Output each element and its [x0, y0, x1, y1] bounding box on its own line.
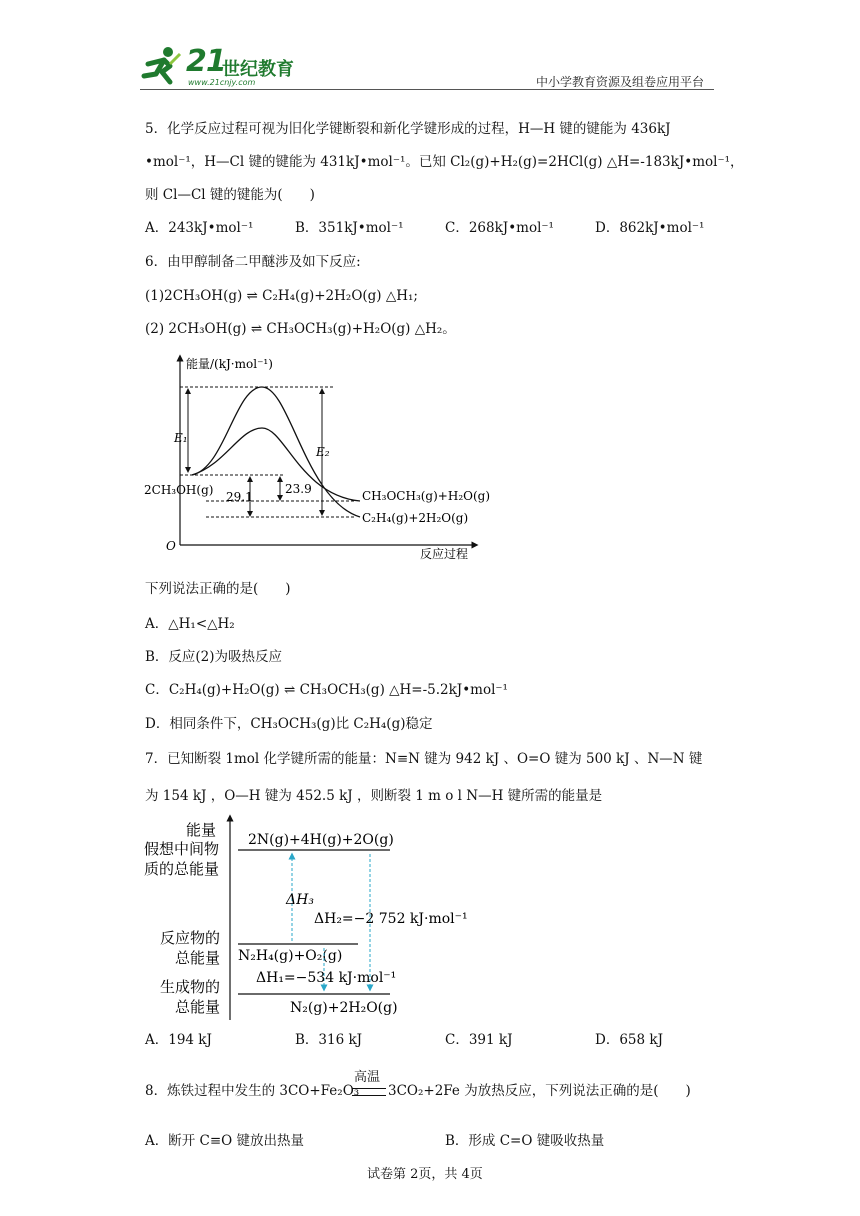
bottom-species: N₂(g)+2H₂O(g) [290, 1000, 398, 1016]
q6-reaction-2: (2) 2CH₃OH(g) ⇌ CH₃OCH₃(g)+H₂O(g) △H₂。 [145, 321, 456, 337]
q7-option-a[interactable]: A．194 kJ [145, 1032, 212, 1048]
label-product-1: 生成物的 [160, 978, 221, 996]
q6-option-c[interactable]: C．C₂H₄(g)+H₂O(g) ⇌ CH₃OCH₃(g) △H=-5.2kJ•mol⁻¹ [145, 682, 508, 698]
label-reactant-2: 总能量 [175, 949, 221, 967]
label-intermediate-2: 质的总能量 [144, 860, 220, 878]
q8-equals-sign [352, 1088, 386, 1096]
q5-line3: 则 Cl—Cl 键的键能为( ) [145, 187, 315, 203]
q5-option-d[interactable]: D．862kJ•mol⁻¹ [595, 220, 705, 236]
q6-reaction-1: (1)2CH₃OH(g) ⇌ C₂H₄(g)+2H₂O(g) △H₁; [145, 288, 418, 304]
dh2-label: ΔH₂=−2 752 kJ·mol⁻¹ [314, 911, 468, 927]
q7-line1: 7．已知断裂 1mol 化学键所需的能量：N≡N 键为 942 kJ 、O=O 键为 500 kJ 、N—N 键 [145, 751, 703, 767]
page-footer: 试卷第 2页，共 4页 [367, 1167, 483, 1182]
label-intermediate-1: 假想中间物 [144, 840, 220, 858]
q8-stem-part1: 8．炼铁过程中发生的 3CO+Fe₂O₃ [145, 1083, 360, 1099]
e2-label: E₂ [316, 445, 330, 459]
top-species: 2N(g)+4H(g)+2O(g) [248, 832, 394, 848]
q5-line1: 5．化学反应过程可视为旧化学键断裂和新化学键形成的过程，H—H 键的键能为 436kJ [145, 121, 671, 137]
curve-reaction-1 [192, 387, 360, 517]
q8-stem-part2: 3CO₂+2Fe 为放热反应，下列说法正确的是( ) [388, 1083, 691, 1099]
q6-option-d[interactable]: D．相同条件下，CH₃OCH₃(g)比 C₂H₄(g)稳定 [145, 716, 433, 732]
curve-reaction-2 [192, 428, 360, 501]
q5-option-c[interactable]: C．268kJ•mol⁻¹ [445, 220, 554, 236]
q6-option-b[interactable]: B．反应(2)为吸热反应 [145, 649, 283, 665]
q7-option-b[interactable]: B．316 kJ [295, 1032, 363, 1048]
q5-option-a[interactable]: A．243kJ•mol⁻¹ [145, 220, 254, 236]
q6-option-a[interactable]: A．△H₁<△H₂ [145, 616, 235, 632]
label-energy: 能量 [186, 821, 217, 839]
q6-stem: 6．由甲醇制备二甲醚涉及如下反应: [145, 254, 361, 270]
dh3-label: ΔH₃ [286, 892, 314, 908]
reactant-label: 2CH₃OH(g) [144, 483, 214, 497]
q5-option-b[interactable]: B．351kJ•mol⁻¹ [295, 220, 404, 236]
platform-title: 中小学教育资源及组卷应用平台 [536, 75, 705, 89]
product1-label: CH₃OCH₃(g)+H₂O(g) [362, 489, 491, 503]
energy-profile-diagram [140, 350, 510, 565]
product2-label: C₂H₄(g)+2H₂O(g) [362, 511, 469, 525]
q5-line2: •mol⁻¹，H—Cl 键的键能为 431kJ•mol⁻¹。已知 Cl₂(g)+H₂(g)=2HCl(g) △H=-183kJ•mol⁻¹， [145, 154, 744, 170]
mid-species: N₂H₄(g)+O₂(g) [238, 948, 343, 964]
origin-label: O [166, 539, 176, 553]
header-divider [140, 89, 714, 90]
label-reactant-1: 反应物的 [160, 929, 221, 947]
x-axis-label: 反应过程 [420, 547, 469, 561]
energy-level-diagram [140, 812, 470, 1024]
q8-option-b[interactable]: B．形成 C=O 键吸收热量 [445, 1133, 605, 1149]
logo-text: 世纪教育 [222, 59, 294, 80]
q6-question: 下列说法正确的是( ) [145, 581, 291, 597]
q7-option-c[interactable]: C．391 kJ [445, 1032, 513, 1048]
logo-runner-icon [140, 44, 182, 86]
dh1-label: ΔH₁=−534 kJ·mol⁻¹ [256, 970, 397, 986]
e1-label: E₁ [174, 431, 188, 445]
value-23-9: 23.9 [285, 482, 312, 496]
y-axis-label: 能量/(kJ·mol⁻¹) [186, 357, 273, 371]
q7-line2: 为 154 kJ ，O—H 键为 452.5 kJ ，则断裂 1 m o l N—H 键所需的能量是 [145, 788, 603, 804]
label-product-2: 总能量 [175, 998, 221, 1016]
q8-condition: 高温 [354, 1070, 381, 1085]
q8-option-a[interactable]: A．断开 C≡O 键放出热量 [145, 1133, 305, 1149]
value-29-1: 29.1 [226, 490, 253, 504]
q7-option-d[interactable]: D．658 kJ [595, 1032, 663, 1048]
logo-number: 21 [186, 44, 226, 79]
logo-url: www.21cnjy.com [188, 78, 256, 87]
